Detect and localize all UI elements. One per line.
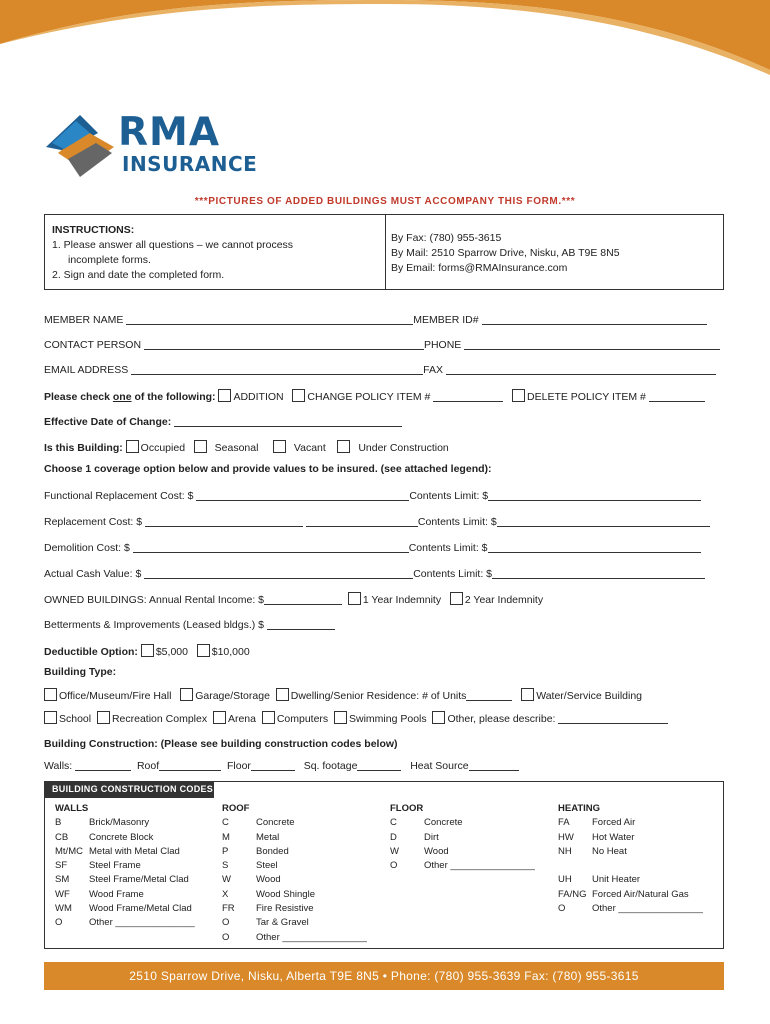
instruction-2: 2. Sign and date the completed form.: [52, 269, 225, 281]
floor-code-row: [390, 859, 535, 873]
check-one-label: Please check one of the following:: [44, 391, 216, 403]
heating-code: FA/NG: [558, 888, 587, 900]
acv-label: Actual Cash Value: $: [44, 568, 142, 580]
one-year-indemnity-checkbox[interactable]: [348, 592, 361, 605]
roof-code: O: [222, 917, 230, 929]
contents-input-1[interactable]: [488, 489, 701, 501]
floor-codes-heading: FLOOR: [390, 803, 424, 814]
under-construction-label: Under Construction: [358, 442, 449, 454]
contents-label-4: Contents Limit: $: [413, 568, 492, 580]
floor-code-desc: Other ________________: [424, 860, 535, 872]
heat-source-label: Heat Source: [410, 760, 469, 772]
demolition-label: Demolition Cost: $: [44, 542, 130, 554]
fax-input[interactable]: [446, 363, 716, 375]
deductible-10000-checkbox[interactable]: [197, 644, 210, 657]
replacement-label: Replacement Cost: $: [44, 516, 143, 528]
contents-label-2: Contents Limit: $: [417, 516, 497, 528]
warning-notice: ***PICTURES OF ADDED BUILDINGS MUST ACCOMPANY THIS FORM.***: [194, 196, 576, 207]
owned-buildings-row: [44, 592, 543, 606]
walls-code: SM: [55, 874, 70, 886]
walls-code-row: [55, 916, 195, 930]
roof-code-desc: Wood: [256, 874, 281, 886]
dwelling-checkbox[interactable]: [276, 688, 289, 701]
member-name-row: [44, 313, 707, 326]
heating-code-row: [558, 873, 703, 887]
effective-date-label: Effective Date of Change:: [44, 416, 172, 428]
logo-text-rma: RMA: [118, 110, 221, 155]
garage-checkbox[interactable]: [180, 688, 193, 701]
heating-code: NH: [558, 845, 572, 857]
seasonal-label: Seasonal: [214, 442, 259, 454]
roof-code-row: [222, 916, 367, 930]
roof-code: P: [222, 845, 229, 857]
floor-code-desc: Dirt: [424, 831, 439, 843]
floor-code-row: [390, 831, 535, 845]
floor-code-row: [390, 816, 535, 830]
walls-code-desc: Steel Frame: [89, 860, 141, 872]
floor-label: Floor: [227, 760, 251, 772]
sqft-label: Sq. footage: [303, 760, 358, 772]
construction-heading: Building Construction: (Please see building construction codes below): [44, 738, 398, 750]
walls-code: B: [55, 817, 62, 829]
walls-code: CB: [55, 831, 69, 843]
heating-code-row: [558, 831, 703, 845]
roof-code: X: [222, 888, 229, 900]
walls-code: O: [55, 917, 63, 929]
deductible-label: Deductible Option:: [44, 646, 138, 658]
instruction-1-cont: incomplete forms.: [68, 254, 151, 266]
heating-code: UH: [558, 874, 572, 886]
pools-checkbox[interactable]: [334, 711, 347, 724]
roof-code-row: [222, 888, 367, 902]
walls-code: Mt/MC: [55, 845, 83, 857]
betterments-input[interactable]: [267, 618, 335, 630]
two-year-indemnity-label: 2 Year Indemnity: [464, 594, 544, 606]
heating-code-row: [558, 888, 703, 902]
walls-code-desc: Other _______________: [89, 917, 195, 929]
other-checkbox[interactable]: [432, 711, 445, 724]
heating-code: O: [558, 903, 566, 915]
arena-label: Arena: [227, 713, 256, 725]
heating-code-desc: Hot Water: [592, 831, 635, 843]
addition-checkbox[interactable]: [218, 389, 231, 402]
member-name-input[interactable]: [126, 313, 413, 325]
replacement-input[interactable]: [145, 515, 303, 527]
roof-code-row: [222, 931, 367, 945]
coverage-heading: Choose 1 coverage option below and provide values to be insured. (see attached legend):: [44, 463, 492, 475]
heating-code-desc: Unit Heater: [592, 874, 641, 886]
school-label: School: [59, 713, 92, 725]
check-one-row: [44, 389, 705, 403]
acv-input[interactable]: [144, 567, 413, 579]
replacement-row: [44, 515, 710, 528]
walls-code-desc: Brick/Masonry: [89, 817, 150, 829]
walls-code: WM: [55, 903, 72, 915]
betterments-row: [44, 618, 335, 631]
walls-code-desc: Wood Frame: [89, 888, 144, 900]
building-type-row-2: [44, 711, 668, 725]
recreation-checkbox[interactable]: [97, 711, 110, 724]
effective-date-row: [44, 415, 402, 428]
change-policy-input[interactable]: [433, 390, 503, 402]
roof-code-desc: Fire Resistive: [256, 903, 314, 915]
deductible-5000-checkbox[interactable]: [141, 644, 154, 657]
roof-code: FR: [222, 903, 235, 915]
walls-code-row: [55, 902, 195, 916]
member-id-label: MEMBER ID#: [413, 314, 479, 326]
occupied-label: Occupied: [140, 442, 186, 454]
heating-code-desc: No Heat: [592, 845, 627, 857]
roof-code: S: [222, 860, 229, 872]
heat-source-input[interactable]: [469, 759, 519, 771]
phone-input[interactable]: [464, 338, 720, 350]
submission-methods: [391, 231, 620, 276]
walls-code-row: [55, 888, 195, 902]
contents-input-4[interactable]: [492, 567, 705, 579]
floor-code-desc: Concrete: [424, 817, 463, 829]
footer-address-bar: 2510 Sparrow Drive, Nisku, Alberta T9E 8N5 • Phone: (780) 955-3639 Fax: (780) 955-3615: [44, 962, 724, 990]
heating-codes: [558, 802, 703, 916]
contents-label-3: Contents Limit: $: [408, 542, 488, 554]
roof-codes: [222, 802, 367, 945]
roof-code-desc: Wood Shingle: [256, 888, 315, 900]
units-input[interactable]: [466, 689, 512, 701]
instructions-list: [52, 223, 293, 283]
roof-code-row: [222, 831, 367, 845]
floor-code: C: [390, 817, 397, 829]
walls-code-desc: Metal with Metal Clad: [89, 845, 180, 857]
change-policy-checkbox[interactable]: [292, 389, 305, 402]
roof-code-desc: Tar & Gravel: [256, 917, 309, 929]
walls-label: Walls:: [44, 760, 73, 772]
computers-checkbox[interactable]: [262, 711, 275, 724]
rma-logo-mark: [46, 113, 114, 177]
instruction-1: 1. Please answer all questions – we cannot process: [52, 239, 294, 251]
heating-code: FA: [558, 817, 570, 829]
delete-policy-input[interactable]: [649, 390, 705, 402]
roof-code-row: [222, 845, 367, 859]
rental-income-input[interactable]: [264, 593, 342, 605]
owned-buildings-label: OWNED BUILDINGS: Annual Rental Income: $: [44, 594, 265, 606]
roof-code-row: [222, 816, 367, 830]
dwelling-label: Dwelling/Senior Residence: # of Units: [290, 690, 467, 702]
roof-code-row: [222, 859, 367, 873]
contact-person-label: CONTACT PERSON: [44, 339, 142, 351]
under-construction-checkbox[interactable]: [337, 440, 350, 453]
roof-label: Roof: [136, 760, 160, 772]
roof-code-desc: Concrete: [256, 817, 295, 829]
acv-row: [44, 567, 705, 580]
fax-label: FAX: [423, 364, 443, 376]
heating-code-desc: Forced Air: [592, 817, 636, 829]
floor-code: D: [390, 831, 397, 843]
instructions-heading: INSTRUCTIONS:: [52, 224, 135, 236]
heating-code-row: [558, 816, 703, 830]
office-checkbox[interactable]: [44, 688, 57, 701]
member-id-input[interactable]: [482, 313, 707, 325]
demolition-input[interactable]: [133, 541, 409, 553]
roof-code: C: [222, 817, 229, 829]
contents-input-3[interactable]: [488, 541, 701, 553]
logo-text-insurance: INSURANCE: [122, 152, 258, 176]
phone-label: PHONE: [423, 339, 462, 351]
heating-code-row: [558, 859, 703, 873]
roof-code-desc: Metal: [256, 831, 280, 843]
heating-code-row: [558, 902, 703, 916]
floor-code: W: [390, 845, 399, 857]
instructions-box: [44, 214, 724, 290]
contact-row: [44, 338, 720, 351]
school-checkbox[interactable]: [44, 711, 57, 724]
arena-checkbox[interactable]: [213, 711, 226, 724]
floor-code-desc: Wood: [424, 845, 449, 857]
is-building-label: Is this Building:: [44, 442, 123, 454]
roof-code-desc: Steel: [256, 860, 278, 872]
roof-code: M: [222, 831, 230, 843]
roof-codes-heading: ROOF: [222, 803, 250, 814]
submit-fax: By Fax: (780) 955-3615: [391, 232, 502, 244]
two-year-indemnity-checkbox[interactable]: [450, 592, 463, 605]
delete-policy-checkbox[interactable]: [512, 389, 525, 402]
form-title: PROPERTY CHANGE FORM: [291, 31, 479, 47]
building-type-row-1: [44, 688, 642, 702]
walls-codes-heading: WALLS: [55, 803, 89, 814]
walls-code: SF: [55, 860, 68, 872]
construction-row: [44, 759, 519, 772]
occupied-checkbox[interactable]: [126, 440, 139, 453]
walls-code-desc: Concrete Block: [89, 831, 154, 843]
walls-code-row: [55, 816, 195, 830]
deductible-5000-label: $5,000: [155, 646, 188, 658]
divider: [385, 215, 386, 289]
roof-code-row: [222, 902, 367, 916]
building-type-label: Building Type:: [44, 666, 117, 678]
computers-label: Computers: [276, 713, 329, 725]
recreation-label: Recreation Complex: [111, 713, 208, 725]
heating-code-row: [558, 845, 703, 859]
walls-code-row: [55, 845, 195, 859]
vacant-checkbox[interactable]: [273, 440, 286, 453]
sqft-input[interactable]: [357, 759, 401, 771]
pools-label: Swimming Pools: [349, 713, 427, 725]
delete-policy-label: DELETE POLICY ITEM #: [527, 391, 646, 403]
addition-label: ADDITION: [233, 391, 284, 403]
heating-codes-heading: HEATING: [558, 803, 601, 814]
email-address-label: EMAIL ADDRESS: [44, 364, 129, 376]
floor-input[interactable]: [251, 759, 295, 771]
functional-row: [44, 489, 701, 502]
construction-codes-title: BUILDING CONSTRUCTION CODES: [44, 781, 214, 798]
walls-code-row: [55, 873, 195, 887]
floor-code: O: [390, 860, 398, 872]
submit-email: By Email: forms@RMAInsurance.com: [391, 262, 568, 274]
garage-label: Garage/Storage: [195, 690, 270, 702]
walls-code: WF: [55, 888, 70, 900]
deductible-10000-label: $10,000: [211, 646, 250, 658]
deductible-row: [44, 644, 250, 658]
water-service-label: Water/Service Building: [536, 690, 643, 702]
one-year-indemnity-label: 1 Year Indemnity: [362, 594, 442, 606]
roof-code-row: [222, 873, 367, 887]
contact-person-input[interactable]: [144, 338, 424, 350]
betterments-label: Betterments & Improvements (Leased bldgs.) $: [44, 619, 265, 631]
replacement-input-2[interactable]: [306, 515, 418, 527]
submit-mail: By Mail: 2510 Sparrow Drive, Nisku, AB T9E 8N5: [391, 247, 620, 259]
walls-codes: [55, 802, 195, 931]
roof-code: O: [222, 931, 230, 943]
email-row: [44, 363, 716, 376]
roof-code-desc: Bonded: [256, 845, 289, 857]
walls-input[interactable]: [75, 759, 131, 771]
floor-code-row: [390, 845, 535, 859]
water-service-checkbox[interactable]: [521, 688, 534, 701]
other-describe-input[interactable]: [558, 712, 668, 724]
floor-codes: [390, 802, 535, 873]
heating-code-desc: Forced Air/Natural Gas: [592, 888, 689, 900]
office-label: Office/Museum/Fire Hall: [59, 690, 172, 702]
email-address-input[interactable]: [131, 363, 423, 375]
contents-input-2[interactable]: [497, 515, 710, 527]
roof-input[interactable]: [159, 759, 221, 771]
demolition-row: [44, 541, 701, 554]
heating-code-desc: Other ________________: [592, 903, 703, 915]
member-name-label: MEMBER NAME: [44, 314, 124, 326]
functional-label: Functional Replacement Cost: $: [44, 490, 194, 502]
other-label: Other, please describe:: [447, 713, 556, 725]
walls-code-desc: Wood Frame/Metal Clad: [89, 903, 192, 915]
functional-input[interactable]: [196, 489, 409, 501]
contents-label-1: Contents Limit: $: [409, 490, 489, 502]
heating-code: HW: [558, 831, 574, 843]
roof-code-desc: Other ________________: [256, 931, 367, 943]
change-policy-label: CHANGE POLICY ITEM #: [307, 391, 431, 403]
seasonal-checkbox[interactable]: [194, 440, 207, 453]
walls-code-row: [55, 859, 195, 873]
roof-code: W: [222, 874, 231, 886]
is-building-row: [44, 440, 449, 454]
vacant-label: Vacant: [293, 442, 326, 454]
walls-code-desc: Steel Frame/Metal Clad: [89, 874, 189, 886]
effective-date-input[interactable]: [174, 415, 402, 427]
walls-code-row: [55, 831, 195, 845]
